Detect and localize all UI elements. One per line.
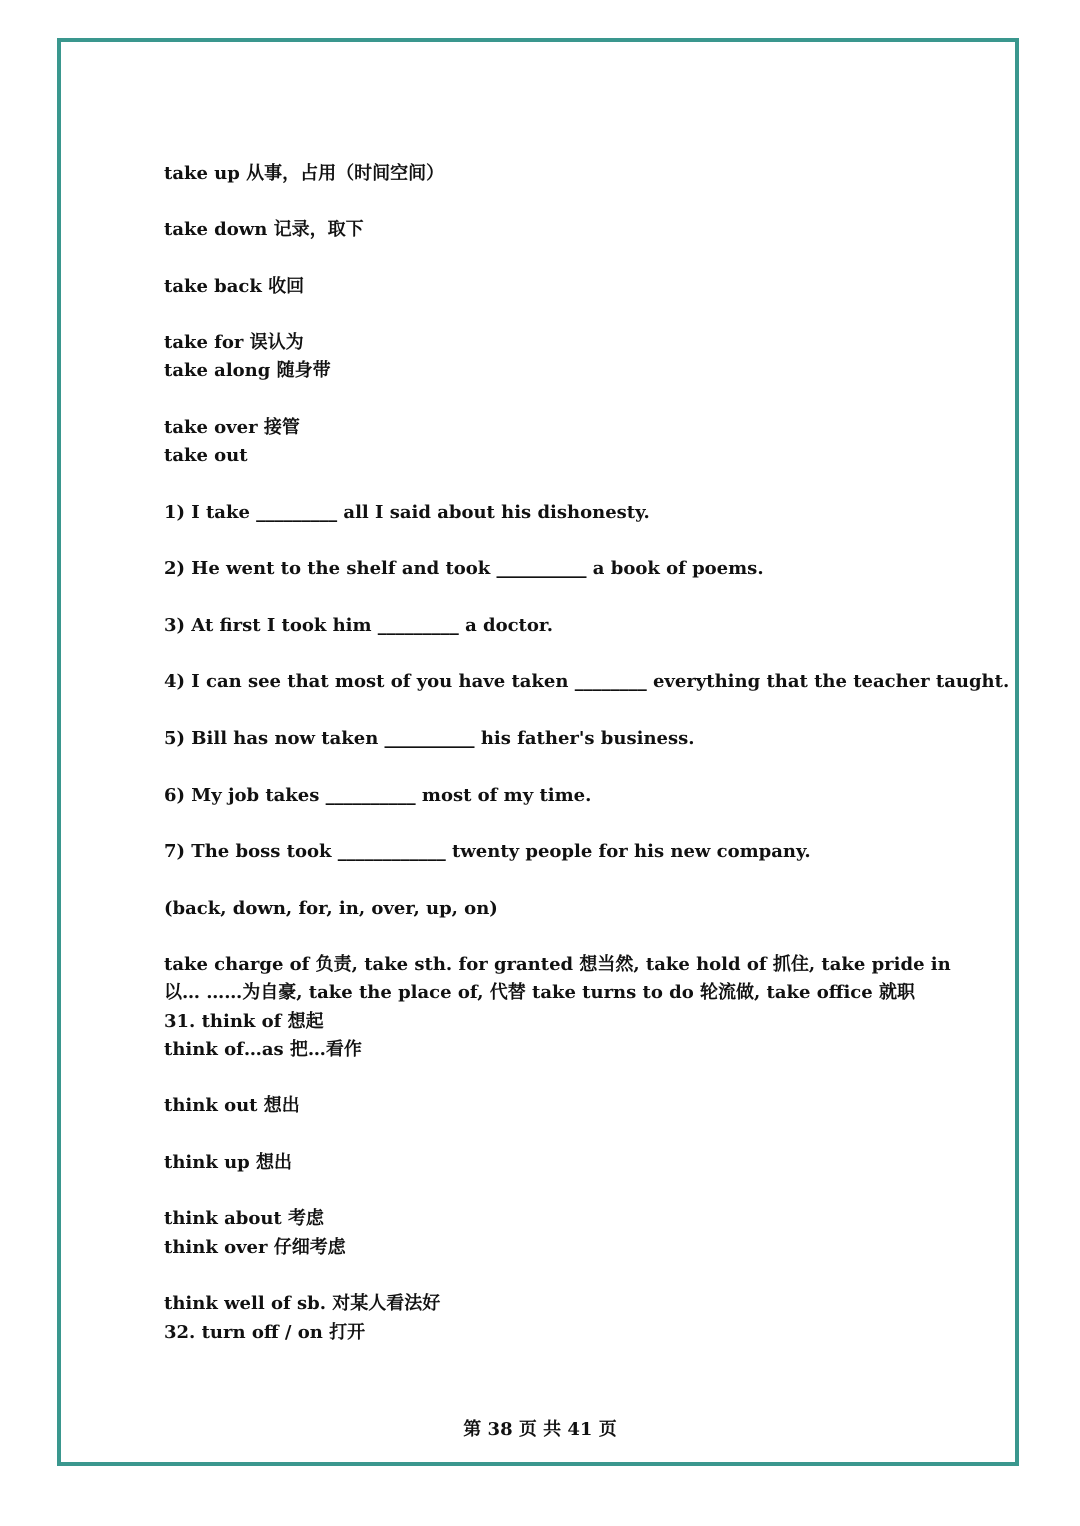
exercise-3: 3) At first I took him _________ a doctor. (164, 615, 553, 636)
phrase-think-of-as: think of…as 把…看作 (164, 1039, 362, 1060)
phrase-think-over: think over 仔细考虑 (164, 1237, 346, 1258)
phrase-take-out: take out (164, 445, 248, 466)
phrase-take-along: take along 随身带 (164, 360, 331, 381)
exercise-7: 7) The boss took ____________ twenty people for his new company. (164, 841, 811, 862)
phrase-think-about: think about 考虑 (164, 1208, 324, 1229)
phrase-take-up: take up 从事，占用（时间空间） (164, 163, 445, 184)
phrase-take-over: take over 接管 (164, 417, 300, 438)
exercise-2: 2) He went to the shelf and took __________ a book of poems. (164, 558, 764, 579)
phrase-take-down: take down 记录，取下 (164, 219, 364, 240)
phrase-take-for: take for 误认为 (164, 332, 304, 353)
exercise-5: 5) Bill has now taken __________ his father's business. (164, 728, 695, 749)
heading-32-turn-off-on: 32. turn off / on 打开 (164, 1322, 366, 1343)
phrase-think-well-of: think well of sb. 对某人看法好 (164, 1293, 441, 1314)
page-number: 第 38 页 共 41 页 (463, 1419, 617, 1440)
word-bank: (back, down, for, in, over, up, on) (164, 898, 498, 919)
phrase-think-out: think out 想出 (164, 1095, 300, 1116)
phrase-think-up: think up 想出 (164, 1152, 293, 1173)
exercise-6: 6) My job takes __________ most of my time. (164, 785, 592, 806)
exercise-4: 4) I can see that most of you have taken ________ everything that the teacher taught. (164, 671, 1010, 692)
exercise-1: 1) I take _________ all I said about his dishonesty. (164, 502, 650, 523)
heading-31-think-of: 31. think of 想起 (164, 1011, 324, 1032)
phrase-list-line-1: take charge of 负责, take sth. for granted 想当然, take hold of 抓住, take pride in (164, 954, 951, 975)
phrase-take-back: take back 收回 (164, 276, 305, 297)
phrase-list-line-2: 以… ……为自豪, take the place of, 代替 take turns to do 轮流做, take office 就职 (164, 982, 915, 1003)
